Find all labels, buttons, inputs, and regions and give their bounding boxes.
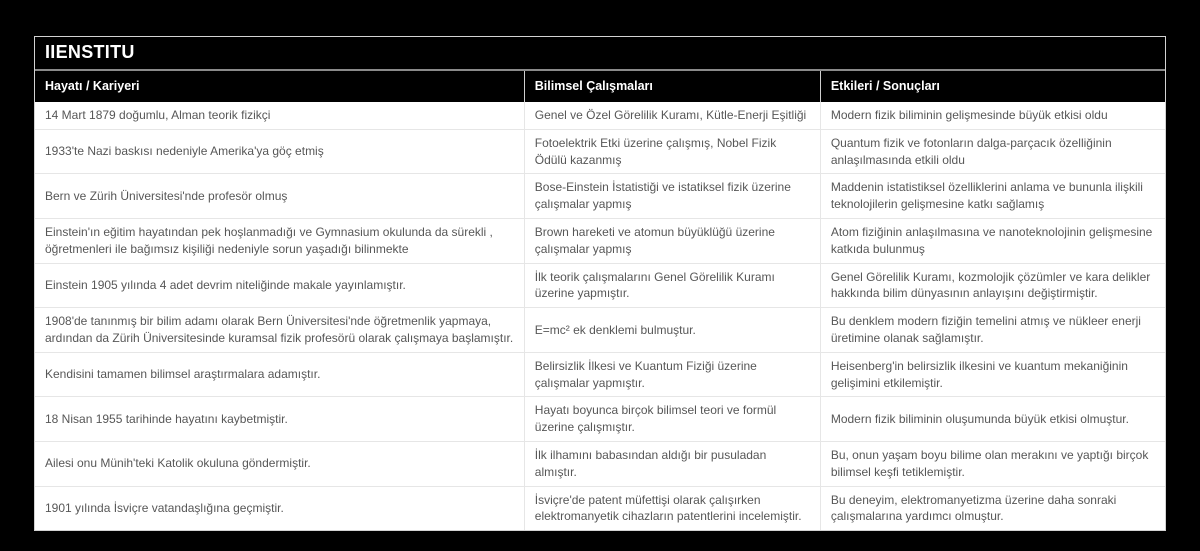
- cell-hayati: 14 Mart 1879 doğumlu, Alman teorik fizikçi: [35, 102, 524, 129]
- cell-bilimsel: Genel ve Özel Görelilik Kuramı, Kütle-Enerji Eşitliği: [524, 102, 820, 129]
- cell-bilimsel: Brown hareketi ve atomun büyüklüğü üzerine çalışmalar yapmış: [524, 218, 820, 263]
- cell-etkileri: Heisenberg'in belirsizlik ilkesini ve kuantum mekaniğinin gelişimini etkilemiştir.: [820, 352, 1165, 397]
- cell-bilimsel: Bose-Einstein İstatistiği ve istatiksel fizik üzerine çalışmalar yapmış: [524, 174, 820, 219]
- cell-hayati: Ailesi onu Münih'teki Katolik okuluna göndermiştir.: [35, 441, 524, 486]
- column-header-etkileri-sonuclari: Etkileri / Sonuçları: [820, 71, 1165, 102]
- table-row: [35, 441, 1165, 486]
- cell-etkileri: Modern fizik biliminin oluşumunda büyük etkisi olmuştur.: [820, 397, 1165, 442]
- table-row: [35, 129, 1165, 174]
- cell-hayati: 1901 yılında İsviçre vatandaşlığına geçmiştir.: [35, 486, 524, 530]
- cell-hayati: Einstein 1905 yılında 4 adet devrim niteliğinde makale yayınlamıştır.: [35, 263, 524, 308]
- cell-bilimsel: Hayatı boyunca birçok bilimsel teori ve formül üzerine çalışmıştır.: [524, 397, 820, 442]
- cell-hayati: 18 Nisan 1955 tarihinde hayatını kaybetmiştir.: [35, 397, 524, 442]
- cell-etkileri: Quantum fizik ve fotonların dalga-parçacık özelliğinin anlaşılmasında etkili oldu: [820, 129, 1165, 174]
- table-card: [34, 36, 1166, 531]
- cell-bilimsel: İlk ilhamını babasından aldığı bir pusuladan almıştır.: [524, 441, 820, 486]
- table-row: [35, 102, 1165, 129]
- info-table: [35, 71, 1165, 530]
- cell-etkileri: Maddenin istatistiksel özelliklerini anlama ve bununla ilişkili teknolojilerin gelişmesine katkı sağlamış: [820, 174, 1165, 219]
- brand-title: IIENSTITU: [45, 42, 135, 62]
- cell-etkileri: Atom fiziğinin anlaşılmasına ve nanoteknolojinin gelişmesine katkıda bulunmuş: [820, 218, 1165, 263]
- cell-etkileri: Bu, onun yaşam boyu bilime olan merakını ve yaptığı birçok bilimsel keşfi tetiklemiştir.: [820, 441, 1165, 486]
- cell-etkileri: Bu deneyim, elektromanyetizma üzerine daha sonraki çalışmalarına yardımcı olmuştur.: [820, 486, 1165, 530]
- cell-bilimsel: İsviçre'de patent müfettişi olarak çalışırken elektromanyetik cihazların patentlerini incelemiştir.: [524, 486, 820, 530]
- table-row: [35, 263, 1165, 308]
- table-row: [35, 218, 1165, 263]
- table-row: [35, 397, 1165, 442]
- cell-bilimsel: İlk teorik çalışmalarını Genel Görelilik Kuramı üzerine yapmıştır.: [524, 263, 820, 308]
- column-header-hayati-kariyeri: Hayatı / Kariyeri: [35, 71, 524, 102]
- cell-etkileri: Bu denklem modern fiziğin temelini atmış ve nükleer enerji üretimine olanak sağlamıştır.: [820, 308, 1165, 353]
- cell-bilimsel: Fotoelektrik Etki üzerine çalışmış, Nobel Fizik Ödülü kazanmış: [524, 129, 820, 174]
- table-row: [35, 174, 1165, 219]
- table-row: [35, 486, 1165, 530]
- cell-hayati: Einstein'ın eğitim hayatından pek hoşlanmadığı ve Gymnasium okulunda da sürekli , öğretmenleri ile bağımsız kişiliği nedeniyle sorun yaşadığı bilinmekte: [35, 218, 524, 263]
- table-row: [35, 308, 1165, 353]
- column-header-bilimsel-calismalari: Bilimsel Çalışmaları: [524, 71, 820, 102]
- table-row: [35, 352, 1165, 397]
- cell-hayati: 1933'te Nazi baskısı nedeniyle Amerika'ya göç etmiş: [35, 129, 524, 174]
- header-row: [35, 71, 1165, 102]
- cell-hayati: 1908'de tanınmış bir bilim adamı olarak Bern Üniversitesi'nde öğretmenlik yapmaya, ardından da Zürih Üniversitesinde kuramsal fizik profesörü olarak çalışmaya başlamıştır.: [35, 308, 524, 353]
- cell-hayati: Kendisini tamamen bilimsel araştırmalara adamıştır.: [35, 352, 524, 397]
- cell-bilimsel: Belirsizlik İlkesi ve Kuantum Fiziği üzerine çalışmalar yapmıştır.: [524, 352, 820, 397]
- cell-etkileri: Genel Görelilik Kuramı, kozmolojik çözümler ve kara delikler hakkında bilim dünyasının anlayışını değiştirmiştir.: [820, 263, 1165, 308]
- cell-hayati: Bern ve Zürih Üniversitesi'nde profesör olmuş: [35, 174, 524, 219]
- cell-etkileri: Modern fizik biliminin gelişmesinde büyük etkisi oldu: [820, 102, 1165, 129]
- cell-bilimsel: E=mc² ek denklemi bulmuştur.: [524, 308, 820, 353]
- brand-header: [35, 37, 1165, 71]
